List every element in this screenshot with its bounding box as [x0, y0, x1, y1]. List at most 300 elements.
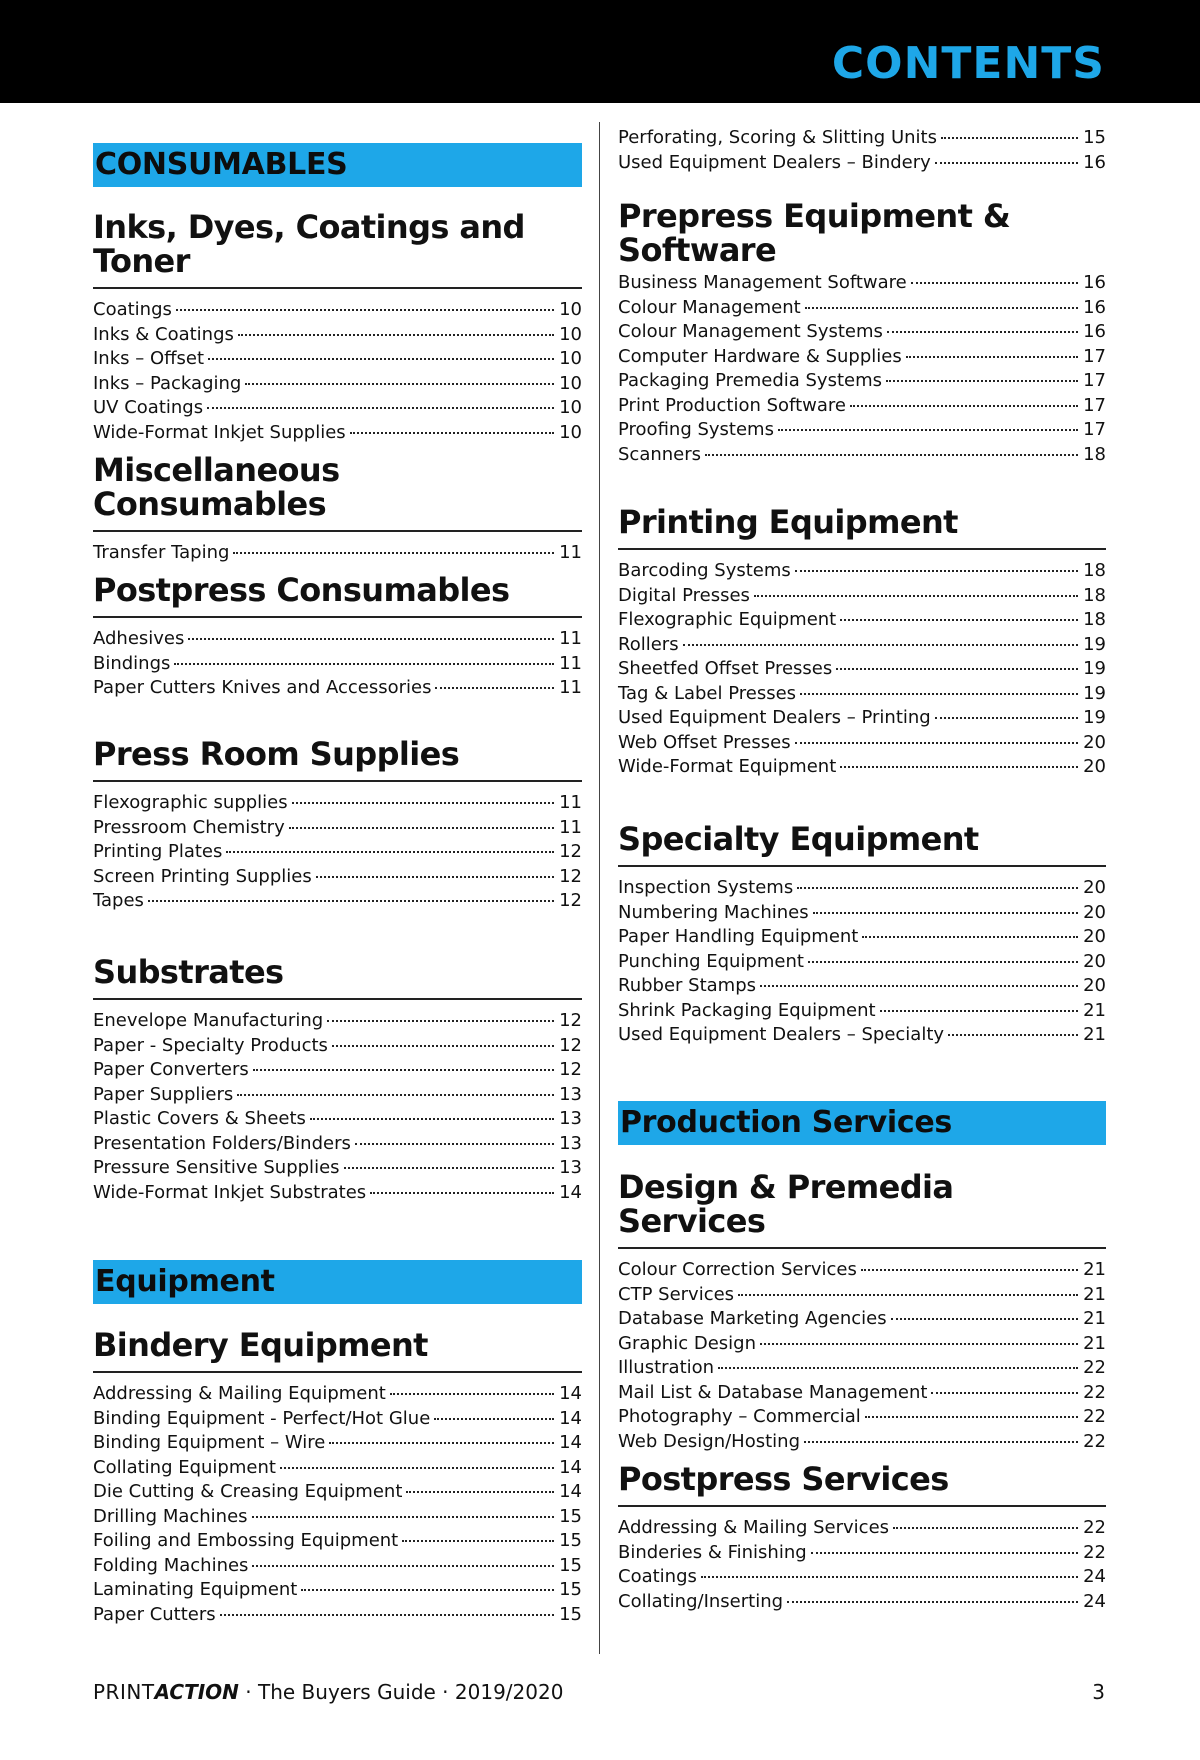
toc-entry: [93, 347, 582, 372]
toc-entry-label: Addressing & Mailing Equipment: [93, 1383, 386, 1404]
dot-leader: [935, 717, 1078, 719]
toc-entry-label: Folding Machines: [93, 1554, 249, 1576]
dot-leader: [188, 638, 554, 640]
toc-entry-page: 15: [559, 1579, 582, 1600]
dot-leader: [795, 742, 1078, 744]
toc-entry: [618, 369, 1106, 394]
toc-entry-page: 15: [1083, 127, 1106, 148]
toc-entry-page: 24: [1083, 1566, 1106, 1587]
dot-leader: [797, 887, 1078, 889]
toc-entry-page: 12: [559, 1010, 582, 1031]
toc-entry-page: 20: [1083, 756, 1106, 777]
toc-entry-label: Perforating, Scoring & Slitting Units: [618, 127, 937, 148]
dot-leader: [402, 1540, 554, 1542]
toc-entry: [618, 443, 1106, 468]
toc-entry-page: 17: [1083, 370, 1106, 391]
toc-entry-page: 16: [1083, 296, 1106, 318]
section-heading: Bindery Equipment: [93, 1328, 582, 1373]
toc-entry-label: Used Equipment Dealers – Printing: [618, 707, 931, 728]
toc-entry: [93, 627, 582, 652]
section-misc: [93, 453, 582, 566]
footer-credit: [93, 1680, 563, 1704]
toc-entry-page: 12: [559, 1034, 582, 1056]
toc-entry: [93, 889, 582, 914]
toc-entry-label: Graphic Design: [618, 1332, 756, 1354]
toc-entry-page: 20: [1083, 901, 1106, 923]
dot-leader: [289, 827, 554, 829]
toc-entry-label: Addressing & Mailing Services: [618, 1517, 890, 1538]
toc-entry-label: Digital Presses: [618, 584, 750, 606]
section-heading: Postpress Services: [618, 1462, 1106, 1507]
toc-entry-label: Rubber Stamps: [618, 975, 757, 996]
toc-entry-page: 11: [559, 792, 582, 813]
band-equipment-wrap: [93, 1260, 582, 1304]
toc-entry-page: 11: [559, 628, 582, 649]
toc-entry-label: Wide-Format Inkjet Substrates: [93, 1181, 367, 1203]
toc-entry: [618, 559, 1106, 584]
toc-entry-label: Binderies & Finishing: [618, 1541, 807, 1563]
toc-entry-page: 17: [1083, 419, 1106, 440]
toc-list: [618, 1516, 1106, 1614]
toc-entry: [618, 731, 1106, 756]
toc-entry-label: Printing Plates: [93, 841, 223, 862]
section-heading: Press Room Supplies: [93, 737, 582, 782]
section-heading-line: Prepress Equipment &: [618, 197, 1011, 235]
dot-leader: [301, 1589, 554, 1591]
toc-entry-page: 21: [1083, 1308, 1106, 1329]
toc-entry-page: 14: [559, 1432, 582, 1453]
toc-entry-label: Tag & Label Presses: [618, 682, 797, 704]
toc-entry-page: 18: [1083, 584, 1106, 606]
dot-leader: [811, 1552, 1078, 1554]
dot-leader: [226, 851, 554, 853]
toc-list: [93, 298, 582, 445]
section-band-production: Production Services: [618, 1101, 1106, 1145]
dot-leader: [148, 900, 554, 902]
toc-entry: [93, 1181, 582, 1206]
toc-entry-label: Paper Suppliers: [93, 1083, 234, 1105]
toc-entry-label: Paper Cutters: [93, 1603, 216, 1625]
toc-entry-page: 22: [1083, 1517, 1106, 1538]
toc-entry-label: Used Equipment Dealers – Bindery: [618, 151, 931, 173]
toc-entry: [93, 1407, 582, 1432]
dot-leader: [435, 687, 554, 689]
toc-entry-page: 17: [1083, 345, 1106, 367]
dot-leader: [220, 1614, 554, 1616]
dot-leader: [840, 619, 1078, 621]
toc-entry-label: Numbering Machines: [618, 901, 809, 923]
toc-entry-page: 16: [1083, 321, 1106, 342]
dot-leader: [861, 1269, 1078, 1271]
toc-entry: [618, 1283, 1106, 1308]
dot-leader: [795, 570, 1078, 572]
toc-entry-page: 14: [559, 1481, 582, 1502]
toc-entry: [618, 1565, 1106, 1590]
dot-leader: [683, 644, 1078, 646]
toc-entry-label: Screen Printing Supplies: [93, 865, 312, 887]
toc-entry-page: 10: [559, 348, 582, 369]
toc-entry-label: Web Design/Hosting: [618, 1430, 800, 1452]
toc-entry-page: 11: [559, 816, 582, 838]
toc-entry: [618, 682, 1106, 707]
toc-entry-page: 18: [1083, 443, 1106, 465]
toc-entry-label: Paper - Specialty Products: [93, 1034, 328, 1056]
dot-leader: [329, 1442, 554, 1444]
toc-entry: [93, 676, 582, 701]
toc-entry: [618, 950, 1106, 975]
toc-entry: [618, 1516, 1106, 1541]
toc-entry-page: 20: [1083, 975, 1106, 996]
footer-text: · The Buyers Guide · 2019/2020: [238, 1680, 564, 1704]
dot-leader: [390, 1393, 554, 1395]
toc-entry-page: 22: [1083, 1406, 1106, 1427]
toc-entry-page: 22: [1083, 1381, 1106, 1403]
toc-entry-label: Collating Equipment: [93, 1456, 276, 1478]
toc-entry-label: Inspection Systems: [618, 877, 794, 898]
toc-entry: [93, 1554, 582, 1579]
toc-entry-label: Used Equipment Dealers – Specialty: [618, 1024, 945, 1045]
toc-entry-page: 10: [559, 421, 582, 443]
section-printing: [618, 505, 1106, 780]
toc-entry-label: Shrink Packaging Equipment: [618, 999, 876, 1021]
toc-entry: [618, 345, 1106, 370]
toc-list: [93, 791, 582, 914]
toc-entry-label: Paper Handling Equipment: [618, 926, 859, 947]
toc-entry-label: Pressure Sensitive Supplies: [93, 1157, 340, 1178]
section-specialty: [618, 822, 1106, 1048]
toc-entry-label: Flexographic Equipment: [618, 609, 837, 630]
section-postpress-consumables: [93, 573, 582, 701]
toc-entry: [93, 298, 582, 323]
section-band-consumables: CONSUMABLES: [93, 143, 582, 187]
toc-entry-page: 21: [1083, 1259, 1106, 1280]
toc-entry-page: 21: [1083, 999, 1106, 1021]
section-heading: Postpress Consumables: [93, 573, 582, 618]
toc-entry-label: Business Management Software: [618, 272, 907, 293]
toc-entry: [93, 1456, 582, 1481]
dot-leader: [738, 1294, 1078, 1296]
toc-entry-label: Drilling Machines: [93, 1505, 248, 1527]
section-heading: Specialty Equipment: [618, 822, 1106, 867]
dot-leader: [208, 358, 554, 360]
toc-entry-label: Bindings: [93, 652, 171, 674]
toc-entry-page: 21: [1083, 1283, 1106, 1305]
toc-entry-page: 20: [1083, 950, 1106, 972]
toc-entry-label: Punching Equipment: [618, 950, 804, 972]
toc-entry-page: 20: [1083, 926, 1106, 947]
toc-entry: [618, 584, 1106, 609]
dot-leader: [434, 1418, 554, 1420]
toc-entry-label: Print Production Software: [618, 394, 846, 416]
toc-entry: [93, 652, 582, 677]
toc-entry-label: Binding Equipment - Perfect/Hot Glue: [93, 1407, 431, 1429]
toc-entry: [618, 657, 1106, 682]
toc-entry: [618, 633, 1106, 658]
toc-entry: [93, 396, 582, 421]
dot-leader: [850, 405, 1078, 407]
dot-leader: [238, 334, 554, 336]
toc-entry: [93, 1083, 582, 1108]
toc-entry-label: Flexographic supplies: [93, 792, 288, 813]
toc-entry: [618, 296, 1106, 321]
toc-entry-page: 16: [1083, 272, 1106, 293]
section-heading: Inks, Dyes, Coatings and Toner: [93, 210, 582, 289]
toc-entry-page: 20: [1083, 731, 1106, 753]
section-band-equipment: Equipment: [93, 1260, 582, 1304]
toc-entry-label: Inks – Packaging: [93, 372, 242, 394]
band-production-wrap: [618, 1101, 1106, 1145]
toc-entry-page: 12: [559, 865, 582, 887]
toc-entry: [618, 126, 1106, 151]
toc-list: [93, 541, 582, 566]
dot-leader: [705, 454, 1078, 456]
toc-entry: [618, 706, 1106, 731]
toc-entry: [93, 1505, 582, 1530]
toc-entry: [93, 541, 582, 566]
dot-leader: [808, 961, 1078, 963]
dot-leader: [760, 1343, 1078, 1345]
dot-leader: [941, 137, 1078, 139]
toc-entry-label: Coatings: [93, 299, 172, 320]
toc-list: [93, 1009, 582, 1205]
toc-entry: [618, 271, 1106, 296]
dot-leader: [176, 309, 554, 311]
toc-entry-page: 11: [559, 652, 582, 674]
toc-entry-label: Presentation Folders/Binders: [93, 1132, 351, 1154]
section-design: [618, 1170, 1106, 1454]
toc-entry-page: 10: [559, 299, 582, 320]
dot-leader: [893, 1527, 1078, 1529]
dot-leader: [252, 1565, 554, 1567]
toc-entry: [93, 1578, 582, 1603]
toc-entry: [93, 865, 582, 890]
page-number: 3: [1092, 1680, 1105, 1704]
toc-entry: [93, 1382, 582, 1407]
toc-entry-page: 22: [1083, 1357, 1106, 1378]
dot-leader: [836, 668, 1078, 670]
dot-leader: [233, 552, 554, 554]
toc-entry-page: 15: [559, 1554, 582, 1576]
toc-entry: [93, 323, 582, 348]
toc-list: [93, 627, 582, 701]
toc-entry: [618, 320, 1106, 345]
toc-entry-label: Transfer Taping: [93, 542, 230, 563]
toc-entry-page: 12: [559, 841, 582, 862]
toc-entry-page: 21: [1083, 1332, 1106, 1354]
toc-entry-label: Tapes: [93, 890, 144, 911]
toc-list: [618, 876, 1106, 1048]
toc-entry-page: 17: [1083, 394, 1106, 416]
toc-entry: [618, 974, 1106, 999]
toc-entry: [93, 816, 582, 841]
toc-entry-page: 21: [1083, 1024, 1106, 1045]
toc-entry-page: 24: [1083, 1590, 1106, 1612]
dot-leader: [813, 912, 1078, 914]
toc-entry: [93, 1034, 582, 1059]
toc-entry-label: Illustration: [618, 1357, 715, 1378]
dot-leader: [778, 429, 1078, 431]
section-heading: Printing Equipment: [618, 505, 1106, 550]
dot-leader: [948, 1034, 1078, 1036]
dot-leader: [891, 1318, 1078, 1320]
toc-entry: [618, 755, 1106, 780]
dot-leader: [805, 307, 1078, 309]
toc-entry: [618, 1332, 1106, 1357]
toc-entry: [93, 840, 582, 865]
toc-entry-label: Proofing Systems: [618, 419, 774, 440]
header-bar: [0, 0, 1200, 103]
dot-leader: [310, 1118, 554, 1120]
dot-leader: [245, 383, 554, 385]
toc-entry-page: 14: [559, 1456, 582, 1478]
toc-entry-label: Photography – Commercial: [618, 1406, 861, 1427]
toc-entry: [618, 925, 1106, 950]
section-postpress-services: [618, 1462, 1106, 1614]
dot-leader: [804, 1441, 1078, 1443]
toc-entry-label: Wide-Format Inkjet Supplies: [93, 421, 346, 443]
toc-entry: [618, 1307, 1106, 1332]
toc-entry-label: Inks & Coatings: [93, 323, 234, 345]
dot-leader: [754, 595, 1078, 597]
section-heading: Design & Premedia Services: [618, 1170, 1106, 1249]
toc-entry: [93, 1009, 582, 1034]
dot-leader: [787, 1601, 1078, 1603]
toc-entry-label: Binding Equipment – Wire: [93, 1432, 326, 1453]
toc-entry: [618, 608, 1106, 633]
toc-entry: [93, 1107, 582, 1132]
dot-leader: [887, 331, 1078, 333]
section-heading-line: Software: [618, 231, 777, 269]
toc-entry-page: 22: [1083, 1541, 1106, 1563]
toc-entry-page: 13: [559, 1083, 582, 1105]
toc-entry-page: 16: [1083, 151, 1106, 173]
toc-entry-page: 13: [559, 1132, 582, 1154]
toc-entry-label: Packaging Premedia Systems: [618, 370, 882, 391]
footer-brand-print: PRINT: [93, 1680, 155, 1704]
toc-entry-page: 22: [1083, 1430, 1106, 1452]
toc-entry: [618, 999, 1106, 1024]
dot-leader: [840, 766, 1078, 768]
toc-list: [93, 1382, 582, 1627]
toc-entry-page: 19: [1083, 633, 1106, 655]
toc-entry: [93, 1431, 582, 1456]
toc-list: [618, 559, 1106, 780]
toc-entry: [93, 791, 582, 816]
section-inks: [93, 210, 582, 445]
dot-leader: [911, 282, 1078, 284]
toc-entry: [618, 1381, 1106, 1406]
dot-leader: [862, 936, 1078, 938]
dot-leader: [207, 407, 554, 409]
toc-entry-label: Web Offset Presses: [618, 731, 791, 753]
column-divider: [599, 122, 600, 1654]
toc-entry-label: Adhesives: [93, 628, 185, 649]
section-prepress: [618, 199, 1106, 467]
toc-entry-page: 10: [559, 397, 582, 418]
toc-entry: [618, 1590, 1106, 1615]
dot-leader: [344, 1167, 554, 1169]
toc-entry-page: 11: [559, 677, 582, 698]
toc-entry: [618, 394, 1106, 419]
toc-entry-page: 20: [1083, 877, 1106, 898]
toc-entry-label: Mail List & Database Management: [618, 1381, 928, 1403]
toc-entry-label: UV Coatings: [93, 397, 204, 418]
toc-entry-page: 10: [559, 323, 582, 345]
dot-leader: [701, 1576, 1078, 1578]
toc-entry-label: Inks – Offset: [93, 348, 205, 369]
toc-entry-page: 11: [559, 542, 582, 563]
section-bindery: [93, 1328, 582, 1627]
toc-entry: [93, 421, 582, 446]
toc-entry-label: Colour Management Systems: [618, 321, 883, 342]
toc-entry-page: 18: [1083, 609, 1106, 630]
toc-entry-page: 14: [559, 1181, 582, 1203]
toc-entry: [618, 901, 1106, 926]
toc-entry-label: Scanners: [618, 443, 702, 465]
toc-entry: [93, 1529, 582, 1554]
dot-leader: [718, 1367, 1078, 1369]
toc-entry: [618, 1405, 1106, 1430]
page-title: CONTENTS: [831, 38, 1105, 89]
toc-entry-label: Coatings: [618, 1566, 697, 1587]
toc-entry-page: 15: [559, 1505, 582, 1527]
dot-leader: [355, 1143, 554, 1145]
toc-entry: [618, 1258, 1106, 1283]
toc-entry: [93, 1156, 582, 1181]
toc-entry-label: Rollers: [618, 633, 679, 655]
section-substrates: [93, 955, 582, 1205]
toc-entry-label: Colour Management: [618, 296, 801, 318]
toc-entry: [93, 372, 582, 397]
dot-leader: [406, 1491, 554, 1493]
dot-leader: [332, 1045, 554, 1047]
dot-leader: [350, 432, 554, 434]
toc-entry: [618, 151, 1106, 176]
toc-entry-page: 19: [1083, 658, 1106, 679]
toc-entry-page: 19: [1083, 682, 1106, 704]
dot-leader: [760, 985, 1078, 987]
toc-entry: [93, 1480, 582, 1505]
toc-entry-page: 19: [1083, 707, 1106, 728]
toc-entry-page: 12: [559, 890, 582, 911]
toc-entry: [93, 1132, 582, 1157]
toc-entry-label: Sheetfed Offset Presses: [618, 658, 833, 679]
toc-entry-label: Paper Cutters Knives and Accessories: [93, 677, 432, 698]
toc-entry-label: Foiling and Embossing Equipment: [93, 1530, 399, 1551]
dot-leader: [327, 1020, 554, 1022]
toc-entry-page: 15: [559, 1603, 582, 1625]
toc-entry-label: Die Cutting & Creasing Equipment: [93, 1481, 403, 1502]
dot-leader: [370, 1192, 554, 1194]
section-heading: Substrates: [93, 955, 582, 1000]
toc-entry-label: Barcoding Systems: [618, 560, 791, 581]
toc-list: [618, 271, 1106, 467]
toc-entry-label: Wide-Format Equipment: [618, 756, 837, 777]
toc-entry-label: Collating/Inserting: [618, 1590, 784, 1612]
toc-entry-label: Enevelope Manufacturing: [93, 1010, 324, 1031]
toc-entry-page: 10: [559, 372, 582, 394]
dot-leader: [280, 1467, 554, 1469]
section-heading: [618, 199, 1106, 267]
toc-entry-label: Colour Correction Services: [618, 1259, 857, 1280]
dot-leader: [931, 1392, 1078, 1394]
toc-entry-label: Plastic Covers & Sheets: [93, 1108, 306, 1129]
toc-entry: [618, 1541, 1106, 1566]
toc-entry-page: 14: [559, 1407, 582, 1429]
dot-leader: [237, 1094, 554, 1096]
toc-entry: [618, 1023, 1106, 1048]
toc-entry-page: 15: [559, 1530, 582, 1551]
